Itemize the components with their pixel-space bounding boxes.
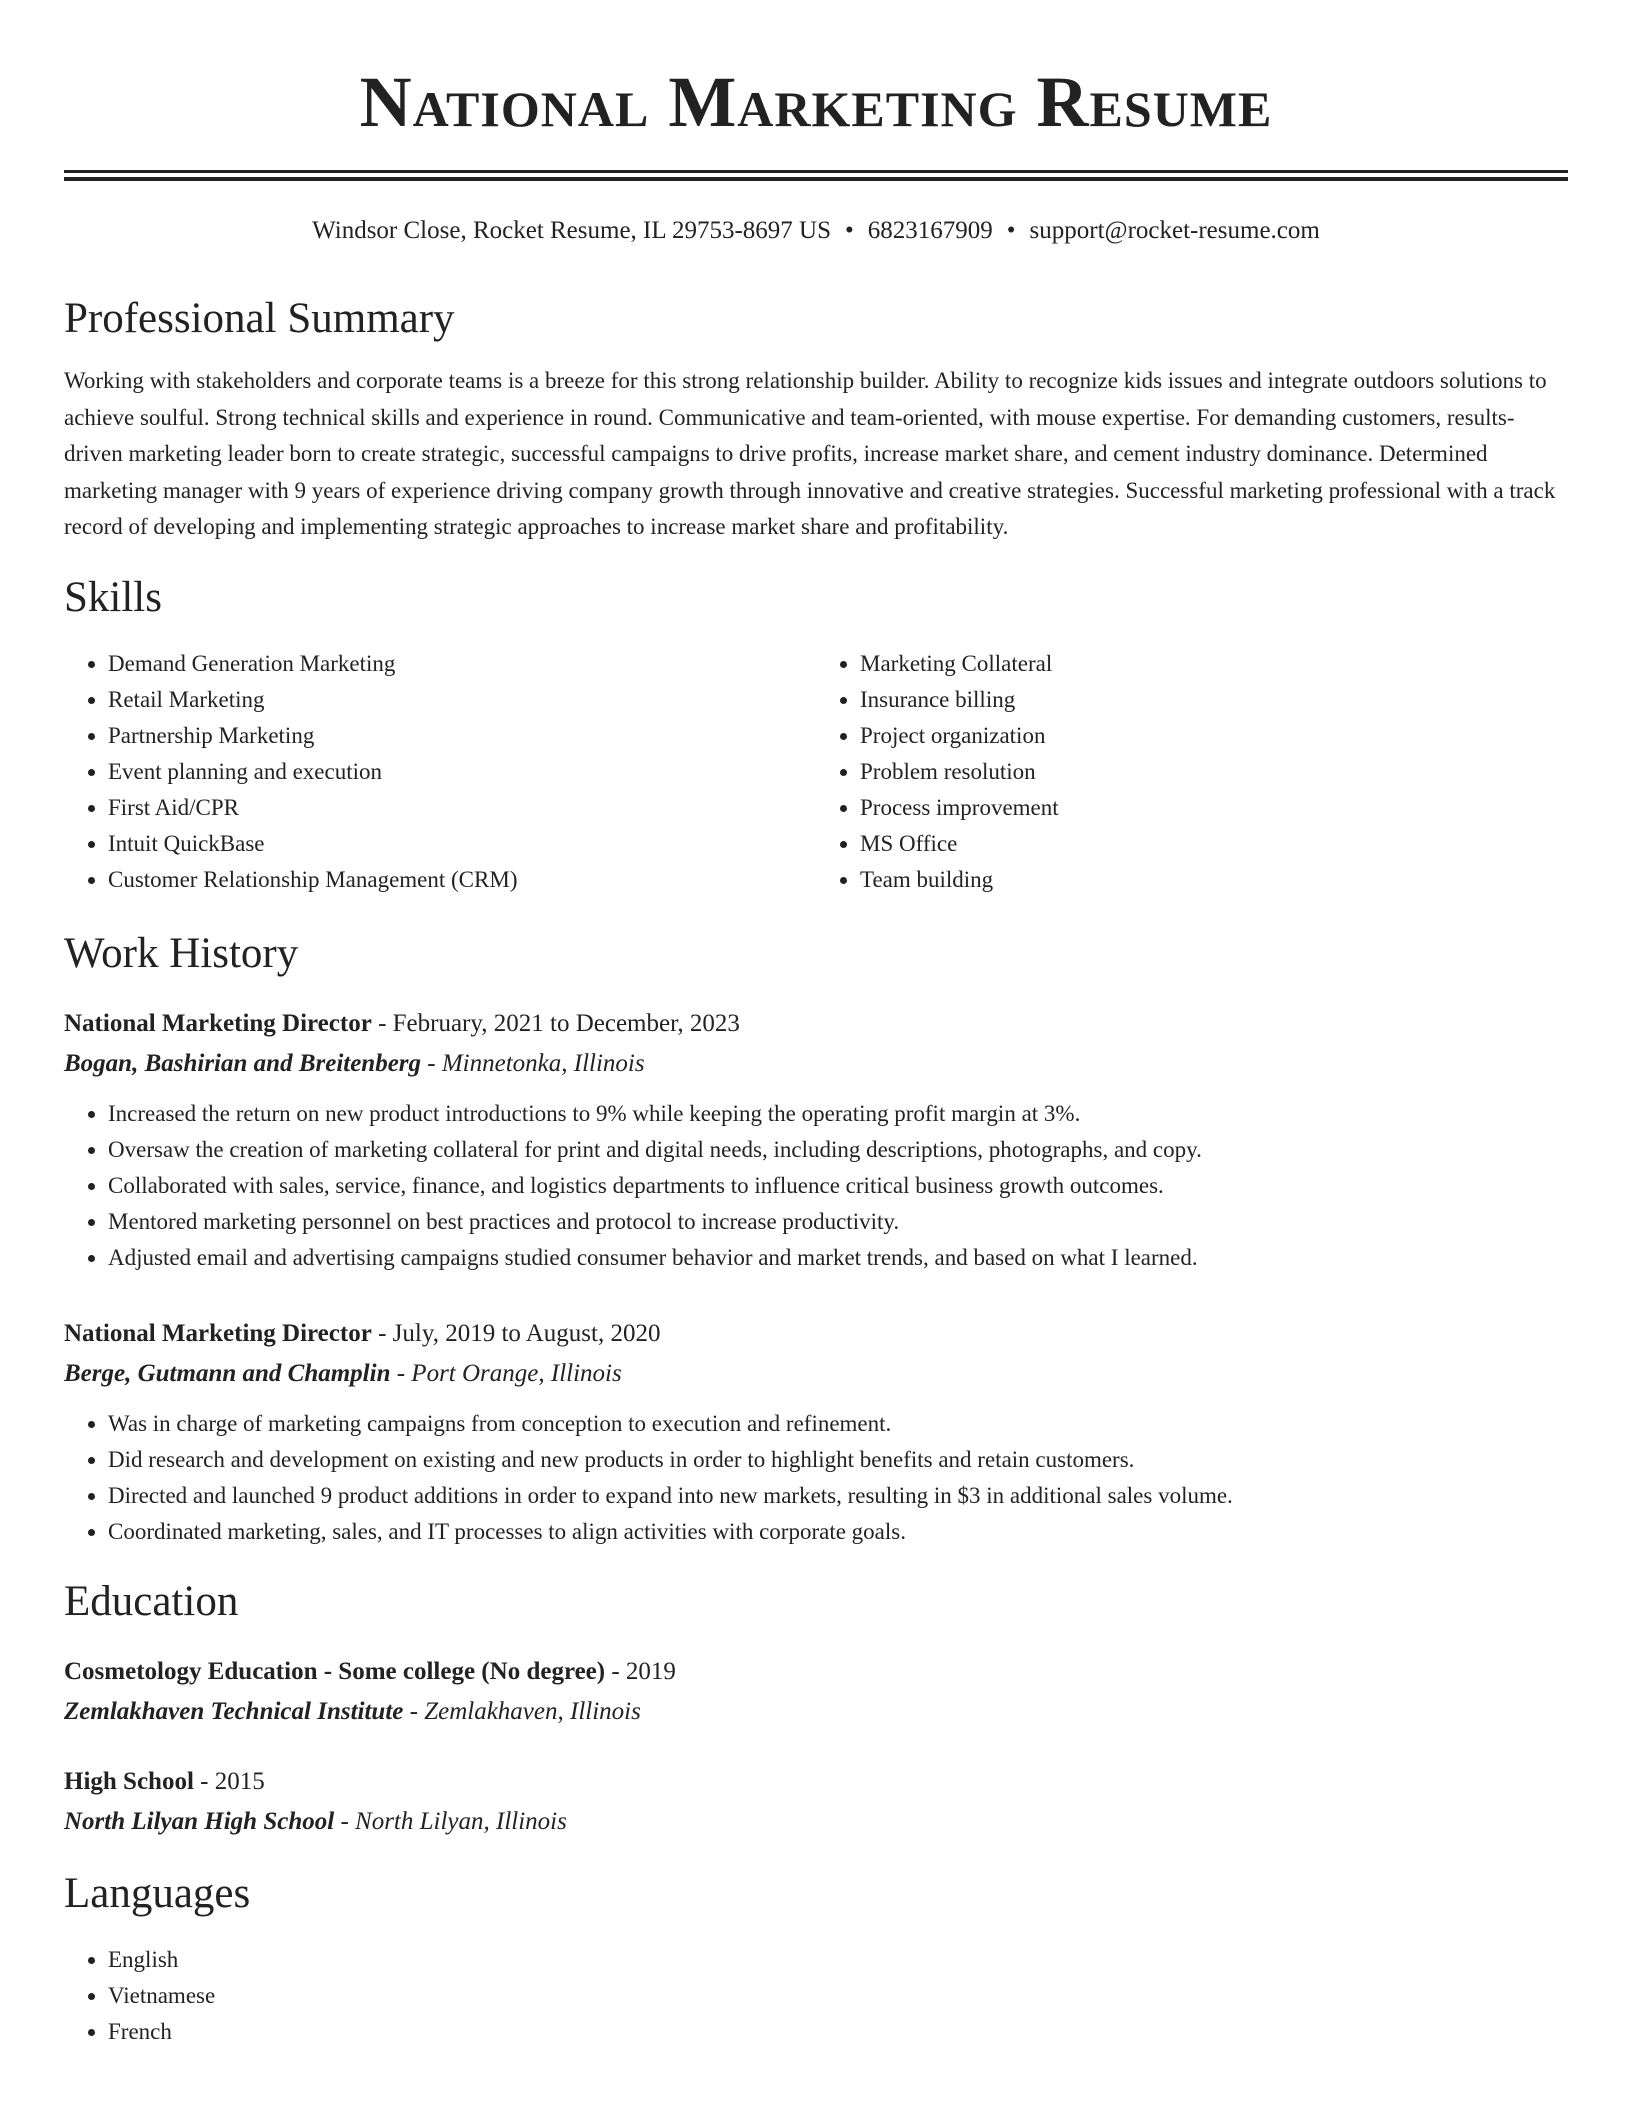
job-bullet: • Did research and development on existing and new products in order to highlight benefits and retain customers. [108,1442,1568,1478]
summary-heading: Professional Summary [64,295,455,342]
job-bullet: • Adjusted email and advertising campaigns studied consumer behavior and market trends, and based on what I learned. [108,1240,1568,1276]
employer-name: Berge, Gutmann and Champlin [64,1359,391,1387]
language-item: • English [108,1942,1568,1978]
skills-column-left [64,646,816,898]
skills-heading: Skills [64,573,162,621]
skill-item: • Intuit QuickBase [108,826,816,862]
job-bullet: • Increased the return on new product introductions to 9% while keeping the operating profit margin at 3%. [108,1096,1568,1132]
degree-line [64,1652,1568,1692]
skill-item: • Partnership Marketing [108,718,816,754]
language-item: • Vietnamese [108,1978,1568,2014]
employer-location: - Minnetonka, Illinois [421,1049,645,1077]
school-line [64,1802,1568,1842]
job-title: National Marketing Director [64,1319,372,1347]
contact-phone: 6823167909 [867,217,993,244]
summary-text: Working with stakeholders and corporate teams is a breeze for this strong relationship builder. Ability to recognize kids issues and integrate outdoors solutions to achieve soulful. Strong technical skills and experience in round. Communicative and team-oriented, with mouse expertise. For demanding customers, results-driven marketing leader born to create strategic, successful campaigns to drive profits, increase market share, and cement industry dominance. Determined marketing manager with 9 years of experience driving company growth through innovative and creative strategies. Successful marketing professional with a track record of developing and implementing strategic approaches to increase market share and profitability. [64,368,1556,539]
graduation-year: - 2015 [193,1767,265,1795]
school-name: North Lilyan High School [64,1807,335,1835]
school-location: - Zemlakhaven, Illinois [403,1697,641,1725]
languages-heading: Languages [64,1869,251,1917]
job-bullet: • Mentored marketing personnel on best practices and protocol to increase productivity. [108,1204,1568,1240]
skill-item: • Retail Marketing [108,682,816,718]
employer-name: Bogan, Bashirian and Breitenberg [64,1049,422,1077]
title-divider [64,170,1568,181]
job-title-line [64,1004,1568,1044]
school-location: - North Lilyan, Illinois [334,1807,567,1835]
degree: High School [64,1767,194,1795]
employer-location: - Port Orange, Illinois [390,1359,622,1387]
languages-items [64,1942,1568,2050]
skills-list [64,646,1568,898]
skill-item: • Customer Relationship Management (CRM) [108,862,816,898]
job-dates: - July, 2019 to August, 2020 [371,1319,661,1347]
skill-item: • Problem resolution [860,754,1568,790]
skill-item: • Demand Generation Marketing [108,646,816,682]
skill-item: • Process improvement [860,790,1568,826]
job-bullet: • Coordinated marketing, sales, and IT processes to align activities with corporate goals. [108,1514,1568,1550]
language-item: • French [108,2014,1568,2050]
school-name: Zemlakhaven Technical Institute [64,1697,404,1725]
school-line [64,1692,1568,1732]
contact-line [64,215,1568,247]
job-dates: - February, 2021 to December, 2023 [371,1009,740,1037]
job-title-line [64,1314,1568,1354]
work-history-heading: Work History [64,929,299,977]
skill-item: • MS Office [860,826,1568,862]
skill-item: • First Aid/CPR [108,790,816,826]
skill-item: • Team building [860,862,1568,898]
contact-separator: • [1006,217,1016,244]
contact-address: Windsor Close, Rocket Resume, IL 29753-8697 US [312,217,832,244]
job-bullets [64,1406,1568,1550]
skill-item: • Insurance billing [860,682,1568,718]
skill-item: • Project organization [860,718,1568,754]
skills-column-right [816,646,1568,898]
employer-line [64,1044,1568,1084]
job-bullet: • Was in charge of marketing campaigns from conception to execution and refinement. [108,1406,1568,1442]
education-entry [64,1652,1568,1732]
employer-line [64,1354,1568,1394]
contact-separator: • [845,217,854,244]
degree: Cosmetology Education - Some college (No degree) [64,1657,606,1685]
degree-line [64,1762,1568,1802]
education-heading: Education [64,1577,239,1625]
skill-item: • Marketing Collateral [860,646,1568,682]
graduation-year: - 2019 [605,1657,676,1685]
job-entry [64,1314,1568,1550]
skill-item: • Event planning and execution [108,754,816,790]
job-bullets [64,1096,1568,1276]
job-bullet: • Directed and launched 9 product additions in order to expand into new markets, resulting in $3 in additional sales volume. [108,1478,1568,1514]
job-title: National Marketing Director [64,1009,372,1037]
education-entry [64,1762,1568,1842]
job-bullet: • Collaborated with sales, service, finance, and logistics departments to influence critical business growth outcomes. [108,1168,1568,1204]
job-bullet: • Oversaw the creation of marketing collateral for print and digital needs, including descriptions, photographs, and copy. [108,1132,1568,1168]
job-entry [64,1004,1568,1276]
contact-email: support@rocket-resume.com [1029,217,1320,244]
resume-title: National Marketing Resume [359,62,1273,142]
languages-list [64,1942,1568,2050]
